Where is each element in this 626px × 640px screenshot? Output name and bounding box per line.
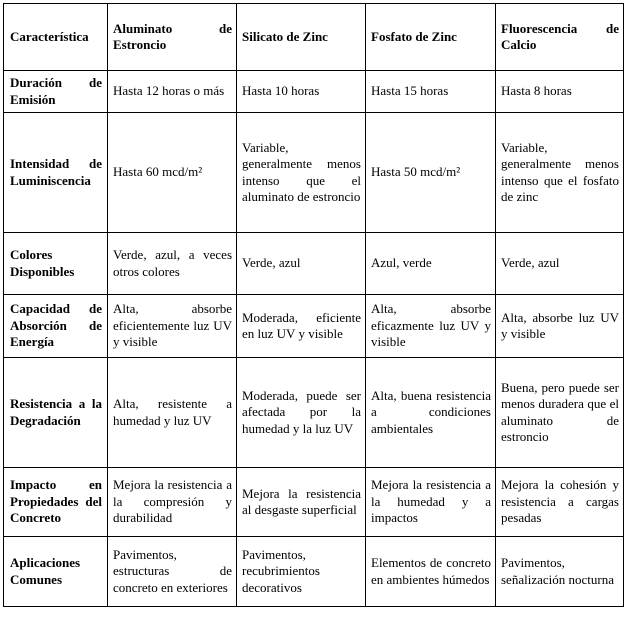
table-row (4, 358, 624, 468)
table-cell: Verde, azul (496, 233, 624, 295)
table-row (4, 537, 624, 607)
table-cell: Moderada, eficiente en luz UV y visible (237, 295, 366, 358)
header-fosfato-de-zinc: Fosfato de Zinc (366, 4, 496, 71)
header-caracteristica: Característica (4, 4, 108, 71)
table-row (4, 295, 624, 358)
table-cell: Variable, generalmente menos intenso que el aluminato de estroncio (237, 113, 366, 233)
row-label-aplicaciones: Aplicaciones Comunes (4, 537, 108, 607)
table-cell: Mejora la cohesión y resistencia a cargas pesadas (496, 468, 624, 537)
table-cell: Pavimentos, estructuras de concreto en exteriores (108, 537, 237, 607)
table-row (4, 468, 624, 537)
row-label-impacto: Impacto en Propiedades del Concreto (4, 468, 108, 537)
table-cell: Hasta 15 horas (366, 71, 496, 113)
table-row (4, 113, 624, 233)
header-aluminato-de-estroncio: Aluminato de Estroncio (108, 4, 237, 71)
row-label-colores: Colores Disponibles (4, 233, 108, 295)
table-cell: Alta, absorbe eficientemente luz UV y visible (108, 295, 237, 358)
header-row (4, 4, 624, 71)
row-label-duracion: Duración de Emisión (4, 71, 108, 113)
table-cell: Hasta 12 horas o más (108, 71, 237, 113)
table-cell: Alta, absorbe luz UV y visible (496, 295, 624, 358)
row-label-intensidad: Intensidad de Luminiscencia (4, 113, 108, 233)
table-cell: Hasta 8 horas (496, 71, 624, 113)
table-cell: Alta, resistente a humedad y luz UV (108, 358, 237, 468)
comparison-table (3, 3, 624, 607)
table-row (4, 233, 624, 295)
table-cell: Verde, azul, a veces otros colores (108, 233, 237, 295)
header-fluorescencia-de-calcio: Fluorescencia de Calcio (496, 4, 624, 71)
table-cell: Buena, pero puede ser menos duradera que el aluminato de estroncio (496, 358, 624, 468)
table-cell: Variable, generalmente menos intenso que el fosfato de zinc (496, 113, 624, 233)
table-cell: Mejora la resistencia al desgaste superficial (237, 468, 366, 537)
table-cell: Alta, buena resistencia a condiciones ambientales (366, 358, 496, 468)
table-row (4, 71, 624, 113)
table-cell: Pavimentos, recubrimientos decorativos (237, 537, 366, 607)
table-cell: Hasta 60 mcd/m² (108, 113, 237, 233)
table-cell: Elementos de concreto en ambientes húmedos (366, 537, 496, 607)
table-cell: Hasta 10 horas (237, 71, 366, 113)
table-cell: Mejora la resistencia a la compresión y durabilidad (108, 468, 237, 537)
table-cell: Alta, absorbe eficazmente luz UV y visible (366, 295, 496, 358)
header-silicato-de-zinc: Silicato de Zinc (237, 4, 366, 71)
table-cell: Azul, verde (366, 233, 496, 295)
row-label-capacidad: Capacidad de Absorción de Energía (4, 295, 108, 358)
table-cell: Mejora la resistencia a la humedad y a impactos (366, 468, 496, 537)
table-cell: Moderada, puede ser afectada por la humedad y la luz UV (237, 358, 366, 468)
row-label-resistencia: Resistencia a la Degradación (4, 358, 108, 468)
table-cell: Verde, azul (237, 233, 366, 295)
table-cell: Pavimentos, señalización nocturna (496, 537, 624, 607)
table-cell: Hasta 50 mcd/m² (366, 113, 496, 233)
